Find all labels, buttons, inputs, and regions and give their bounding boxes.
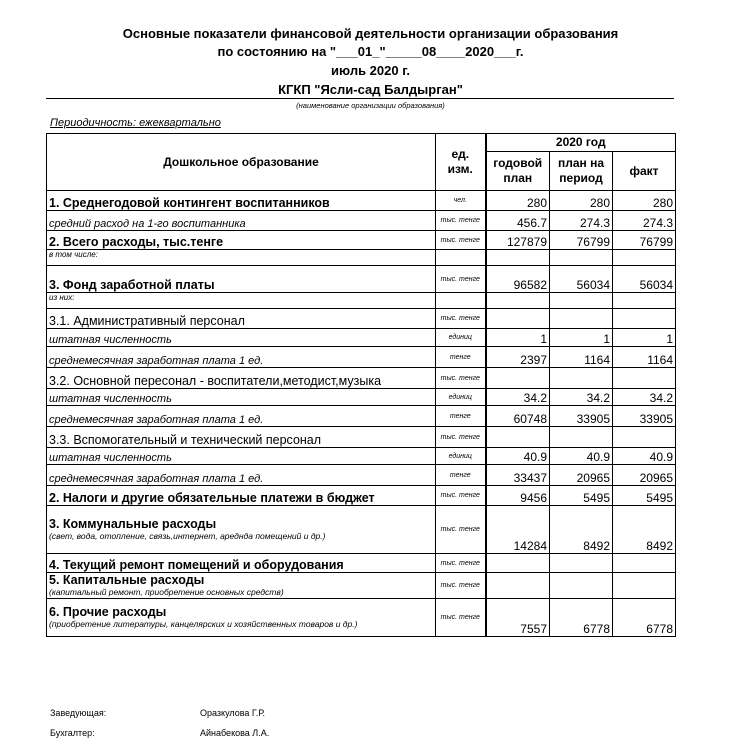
head-name: Оразкулова Г.Р. bbox=[200, 708, 265, 718]
row-fact-value: 1 bbox=[613, 329, 676, 347]
table-row bbox=[47, 554, 676, 573]
row-unit: тыс. тенге bbox=[436, 368, 486, 389]
row-label: штатная численность bbox=[47, 329, 436, 347]
row-unit: чел. bbox=[436, 191, 486, 211]
row-label: штатная численность bbox=[47, 448, 436, 465]
row-unit: единиц bbox=[436, 329, 486, 347]
row-annual-value bbox=[486, 554, 550, 573]
table-row bbox=[47, 211, 676, 231]
row-fact-value: 76799 bbox=[613, 231, 676, 250]
report-date: по состоянию на "___01_"_____08____2020___г. bbox=[217, 44, 524, 59]
table-row bbox=[47, 231, 676, 250]
row-fact-value: 40.9 bbox=[613, 448, 676, 465]
row-plan-value: 34.2 bbox=[550, 389, 613, 406]
periodicity: Периодичность: ежеквартально bbox=[50, 117, 221, 129]
row-plan-value: 56034 bbox=[550, 266, 613, 293]
row-annual-value: 7557 bbox=[486, 599, 550, 637]
row-plan-value: 20965 bbox=[550, 465, 613, 486]
row-annual-value bbox=[486, 293, 550, 309]
row-label: 4. Текущий ремонт помещений и оборудования bbox=[47, 554, 436, 573]
financial-table bbox=[46, 133, 676, 637]
row-plan-value: 274.3 bbox=[550, 211, 613, 231]
row-annual-value: 1 bbox=[486, 329, 550, 347]
table-row bbox=[47, 347, 676, 368]
header-rule bbox=[46, 98, 674, 99]
row-sublabel: (свет, вода, отопление, связь,интернет, ареднда помещений и др.) bbox=[49, 531, 326, 541]
row-unit: тыс. тенге bbox=[436, 554, 486, 573]
row-label: 3.2. Основной пересонал - воспитатели,методист,музыка bbox=[47, 368, 436, 389]
row-plan-value: 1 bbox=[550, 329, 613, 347]
row-label: штатная численность bbox=[47, 389, 436, 406]
table-row bbox=[47, 573, 676, 599]
row-fact-value: 20965 bbox=[613, 465, 676, 486]
row-fact-value bbox=[613, 573, 676, 599]
row-fact-value: 280 bbox=[613, 191, 676, 211]
row-annual-value: 60748 bbox=[486, 406, 550, 427]
table-row bbox=[47, 599, 676, 637]
table-row bbox=[47, 250, 676, 266]
row-plan-value: 33905 bbox=[550, 406, 613, 427]
row-unit: тыс. тенге bbox=[436, 309, 486, 329]
row-plan-value: 5495 bbox=[550, 486, 613, 506]
row-unit: тыс. тенге bbox=[436, 231, 486, 250]
head-role: Заведующая: bbox=[50, 708, 107, 718]
row-fact-value bbox=[613, 293, 676, 309]
row-annual-value bbox=[486, 368, 550, 389]
row-unit: тыс. тенге bbox=[436, 573, 486, 599]
row-unit: тыс. тенге bbox=[436, 266, 486, 293]
table-row bbox=[47, 465, 676, 486]
row-annual-value bbox=[486, 309, 550, 329]
table-row bbox=[47, 486, 676, 506]
column-header-title: Дошкольное образование bbox=[47, 134, 436, 191]
row-label: из них: bbox=[47, 293, 436, 309]
row-unit: тыс. тенге bbox=[436, 427, 486, 448]
row-label: 1. Среднегодовой контингент воспитанников bbox=[47, 191, 436, 211]
table-row bbox=[47, 448, 676, 465]
row-plan-value bbox=[550, 250, 613, 266]
row-label: 3.3. Вспомогательный и технический персонал bbox=[47, 427, 436, 448]
row-unit: тенге bbox=[436, 406, 486, 427]
row-label bbox=[47, 573, 436, 599]
table-row bbox=[47, 389, 676, 406]
row-label-text: 6. Прочие расходы bbox=[49, 605, 167, 619]
row-annual-value bbox=[486, 427, 550, 448]
row-plan-value bbox=[550, 427, 613, 448]
row-fact-value: 5495 bbox=[613, 486, 676, 506]
table-row bbox=[47, 506, 676, 554]
row-unit: тыс. тенге bbox=[436, 599, 486, 637]
report-title: Основные показатели финансовой деятельности организации образования bbox=[122, 26, 619, 41]
row-unit: единиц bbox=[436, 389, 486, 406]
row-annual-value bbox=[486, 250, 550, 266]
row-plan-value: 76799 bbox=[550, 231, 613, 250]
row-annual-value: 2397 bbox=[486, 347, 550, 368]
row-fact-value: 8492 bbox=[613, 506, 676, 554]
row-label: среднемесячная заработная плата 1 ед. bbox=[47, 347, 436, 368]
row-unit: тыс. тенге bbox=[436, 486, 486, 506]
table-row bbox=[47, 266, 676, 293]
row-annual-value: 127879 bbox=[486, 231, 550, 250]
row-unit bbox=[436, 293, 486, 309]
table-row bbox=[47, 293, 676, 309]
row-unit bbox=[436, 250, 486, 266]
row-fact-value: 6778 bbox=[613, 599, 676, 637]
row-label-text: 5. Капитальные расходы bbox=[49, 573, 205, 587]
row-annual-value: 96582 bbox=[486, 266, 550, 293]
row-fact-value: 33905 bbox=[613, 406, 676, 427]
column-header-fact: факт bbox=[613, 152, 676, 191]
table-row bbox=[47, 427, 676, 448]
row-label: среднемесячная заработная плата 1 ед. bbox=[47, 406, 436, 427]
row-fact-value bbox=[613, 368, 676, 389]
row-unit: тыс. тенге bbox=[436, 211, 486, 231]
row-label-text: 3. Коммунальные расходы bbox=[49, 517, 217, 531]
row-plan-value bbox=[550, 368, 613, 389]
row-label bbox=[47, 599, 436, 637]
organization-name: КГКП "Ясли-сад Балдырган" bbox=[278, 82, 463, 97]
row-plan-value bbox=[550, 554, 613, 573]
row-unit: единиц bbox=[436, 448, 486, 465]
row-annual-value: 33437 bbox=[486, 465, 550, 486]
row-plan-value: 8492 bbox=[550, 506, 613, 554]
row-fact-value bbox=[613, 427, 676, 448]
column-header-annual: годовой план bbox=[486, 152, 550, 191]
row-label bbox=[47, 506, 436, 554]
report-month: июль 2020 г. bbox=[331, 63, 410, 78]
row-label: средний расход на 1-го воспитанника bbox=[47, 211, 436, 231]
accountant-name: Айнабекова Л.А. bbox=[200, 728, 270, 738]
row-annual-value: 456.7 bbox=[486, 211, 550, 231]
row-annual-value: 9456 bbox=[486, 486, 550, 506]
column-header-unit: ед. изм. bbox=[436, 134, 486, 191]
row-plan-value bbox=[550, 293, 613, 309]
row-fact-value bbox=[613, 309, 676, 329]
row-annual-value: 40.9 bbox=[486, 448, 550, 465]
row-unit: тенге bbox=[436, 465, 486, 486]
row-plan-value: 280 bbox=[550, 191, 613, 211]
organization-note: (наименование организации образования) bbox=[296, 101, 445, 110]
row-plan-value bbox=[550, 573, 613, 599]
row-plan-value bbox=[550, 309, 613, 329]
row-label: среднемесячная заработная плата 1 ед. bbox=[47, 465, 436, 486]
row-plan-value: 6778 bbox=[550, 599, 613, 637]
row-unit: тенге bbox=[436, 347, 486, 368]
row-label: 3.1. Административный персонал bbox=[47, 309, 436, 329]
row-label: 2. Налоги и другие обязательные платежи в бюджет bbox=[47, 486, 436, 506]
row-sublabel: (капитальный ремонт, приобретение основных средств) bbox=[49, 587, 284, 597]
row-plan-value: 1164 bbox=[550, 347, 613, 368]
row-fact-value bbox=[613, 250, 676, 266]
row-fact-value: 274.3 bbox=[613, 211, 676, 231]
table-row bbox=[47, 368, 676, 389]
row-sublabel: (приобретение литературы, канцелярских и хозяйственных товаров и др.) bbox=[49, 619, 358, 629]
row-fact-value bbox=[613, 554, 676, 573]
row-label: в том числе: bbox=[47, 250, 436, 266]
year-header: 2020 год bbox=[486, 134, 676, 152]
table-row bbox=[47, 191, 676, 211]
row-plan-value: 40.9 bbox=[550, 448, 613, 465]
table-row bbox=[47, 309, 676, 329]
row-label: 3. Фонд заработной платы bbox=[47, 266, 436, 293]
column-header-plan: план на период bbox=[550, 152, 613, 191]
table-row bbox=[47, 329, 676, 347]
row-annual-value bbox=[486, 573, 550, 599]
accountant-role: Бухгалтер: bbox=[50, 728, 95, 738]
row-label: 2. Всего расходы, тыс.тенге bbox=[47, 231, 436, 250]
row-fact-value: 34.2 bbox=[613, 389, 676, 406]
table-row bbox=[47, 406, 676, 427]
row-fact-value: 56034 bbox=[613, 266, 676, 293]
row-fact-value: 1164 bbox=[613, 347, 676, 368]
row-annual-value: 34.2 bbox=[486, 389, 550, 406]
row-annual-value: 14284 bbox=[486, 506, 550, 554]
row-unit: тыс. тенге bbox=[436, 506, 486, 554]
row-annual-value: 280 bbox=[486, 191, 550, 211]
